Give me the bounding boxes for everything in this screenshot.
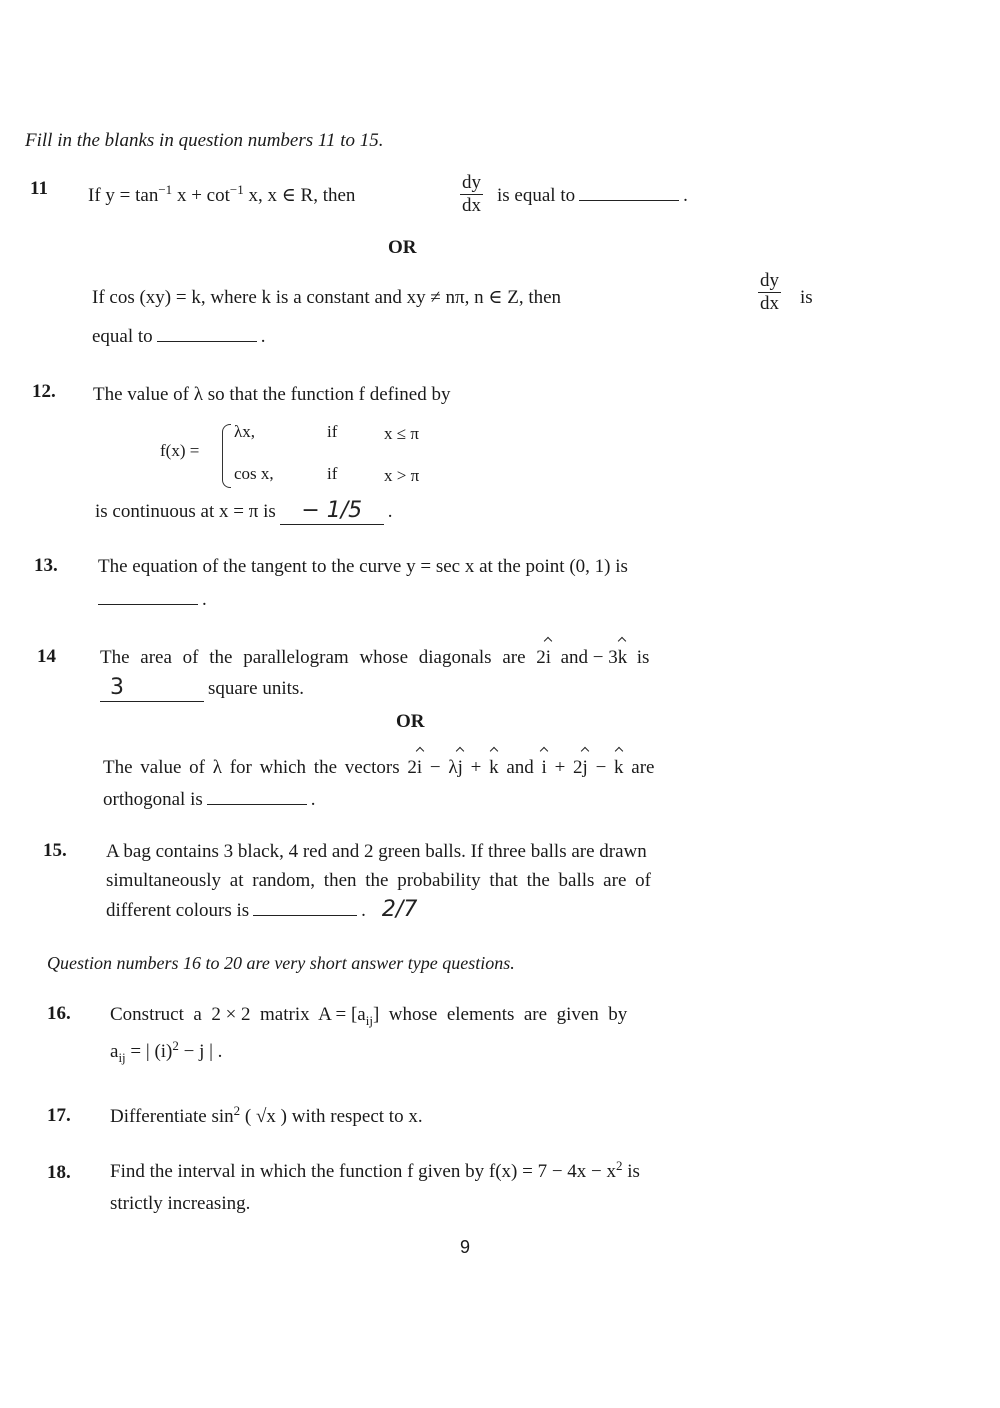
text: equal to [92, 326, 153, 347]
text: ] whose elements are given by [372, 1004, 628, 1025]
text: − λ [422, 757, 458, 778]
q12-line1: The value of λ so that the function f defined by [93, 384, 451, 405]
text: is continuous at x = π is [95, 501, 276, 522]
q11-alt-line2 [92, 325, 265, 349]
answer-blank[interactable] [98, 603, 198, 605]
unit-vector-j: j [457, 757, 463, 778]
case-condition: x ≤ π [384, 424, 419, 443]
subscript: ij [365, 1013, 373, 1028]
fraction-dy-dx [460, 172, 483, 217]
or-divider: OR [396, 711, 425, 732]
or-divider: OR [388, 237, 417, 258]
question-number: 14 [37, 646, 56, 667]
q16-line2 [110, 1040, 222, 1064]
question-number: 17. [47, 1105, 71, 1126]
handwritten-answer: − 1/5 [301, 498, 363, 523]
text: = | (i) [125, 1041, 173, 1062]
text: and − 3 [560, 647, 618, 668]
fraction-dy-dx [758, 270, 781, 315]
superscript: −1 [229, 182, 244, 197]
q14-alt-line1 [103, 756, 655, 780]
q16-line1 [110, 1003, 627, 1027]
text: is [636, 647, 650, 668]
case-expression: λx, [234, 422, 255, 441]
answer-blank[interactable] [253, 914, 357, 916]
answer-blank[interactable] [100, 676, 204, 702]
q12-line2 [95, 499, 393, 525]
period: . [387, 501, 393, 522]
text: − j | . [178, 1041, 223, 1062]
q18-line1 [110, 1160, 640, 1184]
text: orthogonal is [103, 789, 203, 810]
unit-vector-k: k [614, 757, 624, 778]
text: + 2 [546, 757, 583, 778]
case-if: if [327, 422, 338, 441]
text: square units. [208, 678, 305, 699]
text: a [110, 1041, 119, 1062]
section-heading-fill-blanks: Fill in the blanks in question numbers 11 to 15. [25, 130, 384, 151]
q15-line3 [106, 898, 417, 923]
unit-vector-i: i [545, 647, 552, 668]
question-number: 11 [30, 178, 48, 199]
text: Find the interval in which the function f given by f(x) = 7 − 4x − x [110, 1161, 616, 1182]
text: The value of λ for which the vectors 2 [103, 757, 417, 778]
question-number: 13. [34, 555, 58, 576]
numerator: dy [462, 172, 481, 193]
superscript: 2 [172, 1038, 179, 1053]
denominator: dx [760, 293, 779, 314]
handwritten-answer: 2/7 [381, 897, 418, 922]
period: . [260, 326, 266, 347]
denominator: dx [462, 195, 481, 216]
case-if: if [327, 464, 338, 483]
text: different colours is [106, 900, 250, 921]
question-number: 18. [47, 1162, 71, 1183]
q15-line1: A bag contains 3 black, 4 red and 2 green balls. If three balls are drawn [106, 841, 647, 862]
subscript: ij [118, 1050, 126, 1065]
page-number: 9 [460, 1237, 471, 1257]
question-number: 16. [47, 1003, 71, 1024]
numerator: dy [760, 270, 779, 291]
text: Construct a 2 × 2 matrix A = [a [110, 1004, 366, 1025]
text: ( √x ) with respect to x. [240, 1106, 423, 1127]
text: If y = tan [88, 185, 159, 206]
text: + [462, 757, 490, 778]
text: x, x ∈ R, then [243, 185, 356, 206]
unit-vector-k: k [489, 757, 499, 778]
q11-text [88, 184, 355, 208]
text: are [623, 757, 655, 778]
q15-line2: simultaneously at random, then the probability that the balls are of [106, 870, 651, 891]
superscript: −1 [158, 182, 173, 197]
unit-vector-j: j [582, 757, 588, 778]
period: . [202, 589, 207, 610]
unit-vector-i: i [541, 757, 547, 778]
q11-alt-line1: If cos (xy) = k, where k is a constant and xy ≠ nπ, n ∈ Z, then [92, 287, 562, 308]
superscript: 2 [233, 1103, 241, 1118]
case-condition: x > π [384, 466, 420, 485]
answer-blank[interactable] [157, 340, 257, 342]
text: is [622, 1161, 640, 1182]
question-number: 15. [43, 840, 67, 861]
answer-blank[interactable] [579, 199, 679, 201]
q11-text-end [497, 184, 688, 208]
q13-line2 [98, 588, 207, 612]
period: . [310, 789, 316, 810]
q14-line1 [100, 646, 649, 670]
section-heading-short-answer: Question numbers 16 to 20 are very short answer type questions. [47, 953, 515, 973]
text: and [498, 757, 542, 778]
answer-blank[interactable] [280, 499, 384, 525]
text: Differentiate sin [110, 1106, 234, 1127]
text: is equal to [497, 185, 576, 206]
question-number: 12. [32, 381, 56, 402]
q14-line2 [100, 676, 304, 702]
answer-blank[interactable] [207, 803, 307, 805]
q13-line1: The equation of the tangent to the curve y = sec x at the point (0, 1) is [98, 556, 628, 577]
q14-alt-line2 [103, 788, 316, 812]
period: . [361, 900, 366, 921]
text: − [587, 757, 615, 778]
period: . [683, 185, 688, 206]
text: x + cot [172, 185, 230, 206]
q18-line2: strictly increasing. [110, 1193, 251, 1214]
q17-text [110, 1105, 423, 1129]
superscript: 2 [616, 1158, 623, 1173]
text: The area of the parallelogram whose diagonals are 2 [100, 647, 546, 668]
unit-vector-k: k [617, 647, 628, 668]
handwritten-answer: 3 [110, 675, 124, 700]
function-label: f(x) = [160, 441, 200, 460]
brace [222, 424, 231, 488]
unit-vector-i: i [416, 757, 423, 778]
text: is [800, 287, 813, 308]
case-expression: cos x, [234, 464, 274, 483]
